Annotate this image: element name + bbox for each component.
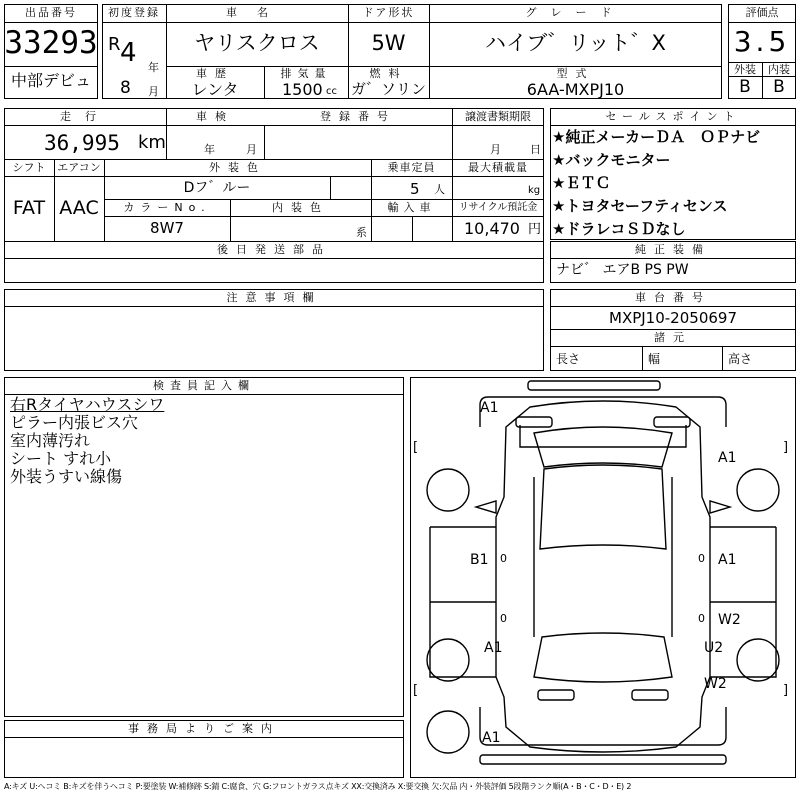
front-bumper-shape bbox=[528, 381, 660, 390]
model-label: 型式 bbox=[556, 67, 595, 80]
rear-bumper-shape bbox=[480, 755, 726, 764]
mirror-left bbox=[476, 501, 496, 513]
history-value: レンタ bbox=[191, 80, 239, 99]
year-unit: 年 bbox=[148, 61, 159, 74]
sales-point-2: ★バックモニター bbox=[552, 151, 671, 169]
rear-panel-shape bbox=[480, 707, 726, 745]
fuel-value: ガ゛ソリン bbox=[350, 80, 426, 98]
mark-right-rear-quarter: W2 bbox=[704, 676, 727, 692]
sales-points-label: セールスポイント bbox=[605, 110, 741, 123]
rear-window-shape bbox=[534, 633, 672, 682]
bracket-right-rear: ] bbox=[783, 683, 789, 698]
interior-label: 内装 bbox=[768, 63, 790, 76]
inspection-year-unit: 年 bbox=[204, 143, 215, 156]
bracket-left-rear: [ bbox=[413, 683, 419, 698]
displacement-unit: cc bbox=[326, 86, 337, 97]
rear-light-left bbox=[538, 690, 574, 700]
inspector-line-3: 室内薄汚れ bbox=[10, 431, 91, 450]
shift-label: シフト bbox=[12, 161, 46, 174]
capacity-label: 乗車定員 bbox=[387, 161, 436, 174]
transfer-month-unit: 月 bbox=[490, 143, 501, 156]
later-parts-label: 後日発送部品 bbox=[217, 243, 331, 256]
sales-point-5: ★ドラレコＳＤなし bbox=[552, 220, 686, 238]
ac-label: エアコン bbox=[57, 161, 101, 174]
ext-color-value: Dフ゛ルー bbox=[183, 180, 251, 196]
transfer-label: 譲渡書類期限 bbox=[465, 110, 531, 123]
era: R bbox=[108, 34, 121, 55]
reg-year: 4 bbox=[120, 38, 137, 68]
mark-right-rear-door: W2 bbox=[718, 612, 741, 628]
lot-label: 出品番号 bbox=[25, 6, 77, 19]
equipment-value: ナビ゛ エアB PS PW bbox=[556, 262, 689, 278]
ac-value: AAC bbox=[59, 197, 99, 219]
displacement-value: 1500 bbox=[282, 80, 323, 99]
score-value: 3.5 bbox=[733, 25, 791, 58]
capacity-value: 5 bbox=[410, 180, 420, 198]
first-reg-label: 初度登録 bbox=[108, 6, 160, 19]
wheel-front-left bbox=[427, 469, 469, 511]
debut-label: 中部デビュ bbox=[10, 71, 91, 90]
displacement-label: 排気量 bbox=[280, 67, 332, 80]
exterior-label: 外装 bbox=[734, 63, 756, 76]
headlight-left bbox=[516, 417, 552, 427]
wheel-front-right bbox=[737, 469, 779, 511]
front-inner-shape bbox=[520, 425, 686, 447]
equipment-label: 純正装備 bbox=[635, 243, 711, 256]
chassis-label: 車台番号 bbox=[635, 291, 711, 304]
int-color-unit: 系 bbox=[356, 226, 367, 239]
spare-wheel bbox=[427, 711, 469, 753]
mark-front-bumper: A1 bbox=[480, 400, 499, 416]
headlight-right bbox=[654, 417, 690, 427]
wheel-rear-right bbox=[737, 639, 779, 681]
chassis-value: MXPJ10-2050697 bbox=[609, 309, 737, 327]
fuel-label: 燃料 bbox=[369, 67, 408, 80]
sales-point-3: ★ＥＴＣ bbox=[552, 174, 611, 192]
mark-left-front-door: B1 bbox=[470, 552, 489, 568]
mirror-right bbox=[710, 501, 730, 513]
car-diagram bbox=[410, 377, 796, 778]
reg-no-label: 登録番号 bbox=[320, 110, 396, 123]
score-label: 評価点 bbox=[745, 6, 779, 19]
recycle-label: リサイクル預託金 bbox=[458, 202, 538, 213]
legend-text: A:キズ U:ヘコミ B:キズを伴うヘコミ P:要塗装 W:補修跡 S:錆 C:腐食、穴 G:フロントガラス点キズ XX:交換済み X:要交換 欠:欠品 内・外装評価 5段階ランク順(A・B・C・D・E) 2 bbox=[4, 782, 632, 791]
int-color-label: 内装色 bbox=[272, 201, 329, 214]
inspector-label: 検査員記入欄 bbox=[153, 379, 255, 392]
inspection-label: 車検 bbox=[196, 110, 234, 123]
mileage-value: 36,995 bbox=[44, 131, 120, 155]
bracket-left-front: [ bbox=[413, 440, 419, 455]
inspector-line-5: 外装うすい線傷 bbox=[10, 467, 123, 486]
roof-shape bbox=[540, 465, 666, 549]
door-zero-lf: 0 bbox=[500, 552, 507, 565]
grade-value: ハイブ゛リット゛X bbox=[485, 31, 666, 55]
rear-light-right bbox=[632, 690, 668, 700]
capacity-unit: 人 bbox=[434, 183, 445, 196]
mileage-unit: km bbox=[138, 132, 166, 153]
cabin-shape bbox=[534, 477, 672, 637]
inspector-line-4: シート すれ小 bbox=[10, 449, 112, 468]
door-zero-lr: 0 bbox=[500, 612, 507, 625]
door-value: 5W bbox=[371, 31, 406, 55]
door-label: ドア形状 bbox=[362, 6, 415, 19]
ext-color-label: 外装色 bbox=[209, 161, 266, 174]
exterior-score: B bbox=[739, 77, 751, 97]
color-no-value: 8W7 bbox=[150, 219, 184, 237]
grade-label: グレード bbox=[525, 6, 626, 19]
spec-width-label: 幅 bbox=[648, 352, 661, 366]
car-name: ヤリスクロス bbox=[194, 31, 320, 55]
load-label: 最大積載量 bbox=[468, 161, 528, 174]
mileage-label: 走行 bbox=[60, 110, 110, 123]
sales-point-4: ★トヨタセーフティセンス bbox=[552, 197, 728, 215]
door-zero-rr: 0 bbox=[698, 612, 705, 625]
body-outline bbox=[496, 401, 710, 752]
reg-month: 8 bbox=[120, 78, 131, 98]
car-name-label: 車名 bbox=[226, 6, 288, 19]
history-label: 車歴 bbox=[196, 67, 234, 80]
transfer-day-unit: 日 bbox=[530, 143, 541, 156]
inspector-line-1: 右Rタイヤハウスシワ bbox=[10, 395, 165, 414]
mark-right-front-door: A1 bbox=[718, 552, 737, 568]
inspector-line-2: ピラー内張ビス穴 bbox=[10, 413, 139, 432]
office-label: 事務局よりご案内 bbox=[128, 722, 280, 735]
door-zero-rf: 0 bbox=[698, 552, 705, 565]
recycle-unit: 円 bbox=[528, 222, 542, 237]
spec-height-label: 高さ bbox=[728, 352, 753, 366]
shift-value: FAT bbox=[12, 197, 46, 219]
lot-number: 33293 bbox=[4, 25, 98, 61]
color-no-label: カラーNo. bbox=[123, 201, 211, 214]
notes-label: 注意事項欄 bbox=[226, 291, 322, 304]
wheel-rear-left bbox=[427, 639, 469, 681]
bracket-right-front: ] bbox=[783, 440, 789, 455]
specs-label: 諸元 bbox=[654, 331, 692, 344]
model-value: 6AA-MXPJ10 bbox=[526, 80, 625, 99]
recycle-value: 10,470 bbox=[464, 219, 520, 238]
month-unit: 月 bbox=[148, 85, 159, 98]
mark-right-rear-fender: U2 bbox=[704, 640, 724, 656]
mark-rear-bumper: A1 bbox=[482, 730, 501, 746]
mark-front-right-fender: A1 bbox=[718, 450, 737, 466]
import-label: 輸入車 bbox=[387, 201, 436, 214]
sales-point-1: ★純正メーカーＤＡ ＯＰナビ bbox=[552, 128, 761, 146]
spec-length-label: 長さ bbox=[556, 352, 581, 366]
interior-score: B bbox=[773, 77, 785, 97]
inspection-month-unit: 月 bbox=[246, 143, 257, 156]
load-unit: kg bbox=[528, 185, 541, 196]
mark-left-rear-fender: A1 bbox=[484, 640, 503, 656]
